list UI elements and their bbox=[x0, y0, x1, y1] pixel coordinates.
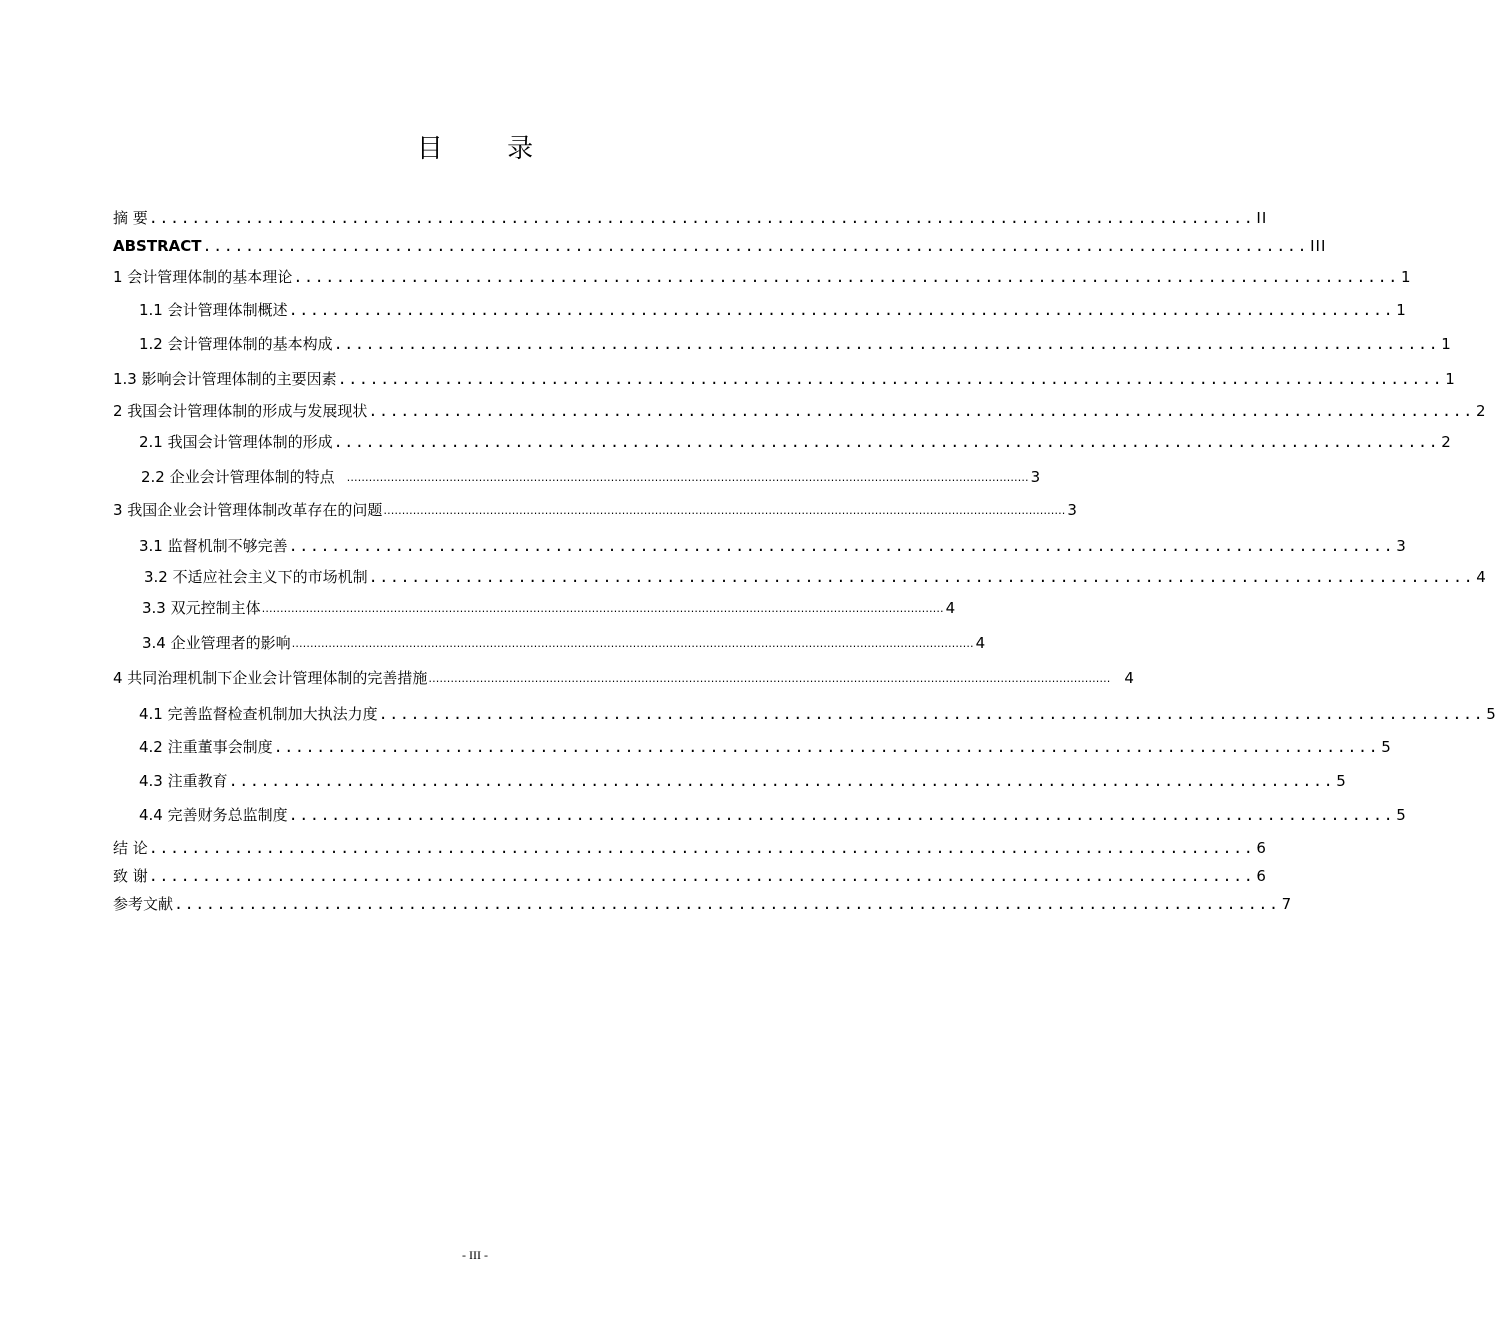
toc-page-number: 2 bbox=[1441, 433, 1452, 451]
dot-leader: ........................................................................................................ bbox=[288, 301, 1395, 319]
toc-page-number: 4 bbox=[945, 599, 957, 617]
dot-leader: …………………………………………………………………………………………………………………………………………………………………… bbox=[383, 504, 1066, 517]
dot-leader: ........................................................................................................ bbox=[273, 738, 1380, 756]
page-number-footer: - III - bbox=[462, 1248, 488, 1262]
toc-label: 3 我国企业会计管理体制改革存在的问题 bbox=[113, 501, 383, 519]
dot-leader: ........................................................................................................ bbox=[378, 705, 1485, 723]
dot-leader: …………………………………………………………………………………………………………………………………………………………………… bbox=[291, 637, 974, 650]
toc-label: 3.3 双元控制主体 bbox=[142, 599, 261, 617]
toc-page-number: II bbox=[1256, 209, 1268, 227]
dot-leader: ........................................................................................................ bbox=[333, 335, 1440, 353]
toc-page-number: 5 bbox=[1381, 738, 1392, 756]
toc-label: 摘 要 bbox=[113, 209, 148, 227]
toc-entry-section-4-4[interactable] bbox=[113, 800, 1407, 826]
toc-page-number: 1 bbox=[1400, 268, 1412, 286]
toc-label: 致 谢 bbox=[113, 867, 148, 885]
toc-entry-acknowledgements[interactable] bbox=[113, 861, 1267, 887]
toc-entry-section-4-2[interactable] bbox=[113, 732, 1392, 758]
toc-label: 2.1 我国会计管理体制的形成 bbox=[139, 433, 333, 451]
toc-entry-section-3-4[interactable] bbox=[113, 628, 987, 654]
toc-entry-chapter-3[interactable] bbox=[113, 495, 1078, 521]
dot-leader: ........................................................................................................ bbox=[288, 806, 1395, 824]
toc-entry-abstract-cn[interactable] bbox=[113, 203, 1268, 229]
toc-entry-section-4-1[interactable] bbox=[113, 699, 1497, 725]
dot-leader: ........................................................................................................ bbox=[228, 772, 1335, 790]
toc-entry-section-3-1[interactable] bbox=[113, 531, 1407, 557]
toc-label: ABSTRACT bbox=[113, 237, 202, 255]
dot-leader: …………………………………………………………………………………………………………………………………………………………………… bbox=[428, 672, 1111, 685]
toc-page-number: 3 bbox=[1067, 501, 1078, 519]
toc-page-number: 3 bbox=[1030, 468, 1042, 486]
toc-label: 1.1 会计管理体制概述 bbox=[139, 301, 288, 319]
toc-label: 4.2 注重董事会制度 bbox=[139, 738, 273, 756]
toc-page-number: 4 bbox=[1476, 568, 1487, 586]
dot-leader: ........................................................................................................ bbox=[148, 839, 1255, 857]
toc-page-number: 3 bbox=[1396, 537, 1407, 555]
dot-leader: ........................................................................................................ bbox=[288, 537, 1395, 555]
dot-leader: ........................................................................................................ bbox=[202, 237, 1309, 255]
page-title: 目 录 bbox=[416, 134, 562, 164]
toc-entry-section-1-1[interactable] bbox=[113, 295, 1407, 321]
toc-entry-section-2-1[interactable] bbox=[113, 427, 1452, 453]
toc-page-number: 1 bbox=[1445, 370, 1456, 388]
toc-entry-chapter-2[interactable] bbox=[113, 396, 1487, 422]
toc-page-number: 5 bbox=[1336, 772, 1347, 790]
toc-page-number: 5 bbox=[1486, 705, 1497, 723]
toc-page-number: III bbox=[1310, 237, 1327, 255]
toc-page-number: 5 bbox=[1396, 806, 1407, 824]
toc-page-number: 1 bbox=[1441, 335, 1452, 353]
toc-page-number: 2 bbox=[1475, 402, 1487, 420]
toc-label: 2 我国会计管理体制的形成与发展现状 bbox=[113, 402, 368, 420]
toc-page-number: 7 bbox=[1281, 895, 1293, 913]
dot-leader: ........................................................................................................ bbox=[337, 370, 1444, 388]
dot-leader: ........................................................................................................ bbox=[368, 402, 1474, 420]
toc-entry-section-4-3[interactable] bbox=[113, 766, 1347, 792]
toc-page-number: 1 bbox=[1396, 301, 1407, 319]
toc-label: 参考文献 bbox=[113, 895, 174, 913]
toc-entry-abstract-en[interactable] bbox=[113, 231, 1327, 257]
toc-page-number: 4 bbox=[1124, 669, 1135, 687]
toc-label: 4.3 注重教育 bbox=[139, 772, 228, 790]
toc-label: 4 共同治理机制下企业会计管理体制的完善措施 bbox=[113, 669, 428, 687]
toc-label: 3.1 监督机制不够完善 bbox=[139, 537, 288, 555]
dot-leader: ........................................................................................................ bbox=[293, 268, 1399, 286]
toc-label: 4.1 完善监督检查机制加大执法力度 bbox=[139, 705, 378, 723]
toc-page-number: 6 bbox=[1256, 867, 1267, 885]
dot-leader: ........................................................................................................ bbox=[148, 209, 1255, 227]
toc-entry-section-1-3[interactable] bbox=[113, 364, 1456, 390]
toc-entry-chapter-4[interactable] bbox=[113, 663, 1135, 689]
toc-label: 1 会计管理体制的基本理论 bbox=[113, 268, 293, 286]
dot-leader: …………………………………………………………………………………………………………………………………………………………………… bbox=[346, 471, 1029, 484]
toc-label: 1.2 会计管理体制的基本构成 bbox=[139, 335, 333, 353]
dot-leader: ........................................................................................................ bbox=[148, 867, 1255, 885]
toc-entry-section-2-2[interactable] bbox=[113, 462, 1042, 488]
dot-leader: ........................................................................................................ bbox=[368, 568, 1475, 586]
toc-label: 3.4 企业管理者的影响 bbox=[142, 634, 291, 652]
toc-entry-section-3-3[interactable] bbox=[113, 593, 957, 619]
toc-label: 2.2 企业会计管理体制的特点 bbox=[141, 468, 335, 486]
toc-entry-references[interactable] bbox=[113, 889, 1293, 915]
toc-entry-conclusion[interactable] bbox=[113, 833, 1267, 859]
toc-label: 结 论 bbox=[113, 839, 148, 857]
toc-label: 3.2 不适应社会主义下的市场机制 bbox=[144, 568, 368, 586]
toc-entry-section-3-2[interactable] bbox=[113, 562, 1487, 588]
dot-leader: ........................................................................................................ bbox=[333, 433, 1440, 451]
toc-label: 4.4 完善财务总监制度 bbox=[139, 806, 288, 824]
toc-entry-chapter-1[interactable] bbox=[113, 262, 1412, 288]
dot-leader: …………………………………………………………………………………………………………………………………………………………………… bbox=[261, 602, 944, 615]
toc-label: 1.3 影响会计管理体制的主要因素 bbox=[113, 370, 337, 388]
dot-leader: ........................................................................................................ bbox=[174, 895, 1280, 913]
toc-entry-section-1-2[interactable] bbox=[113, 329, 1452, 355]
toc-page-number: 6 bbox=[1256, 839, 1267, 857]
toc-page-number: 4 bbox=[975, 634, 987, 652]
